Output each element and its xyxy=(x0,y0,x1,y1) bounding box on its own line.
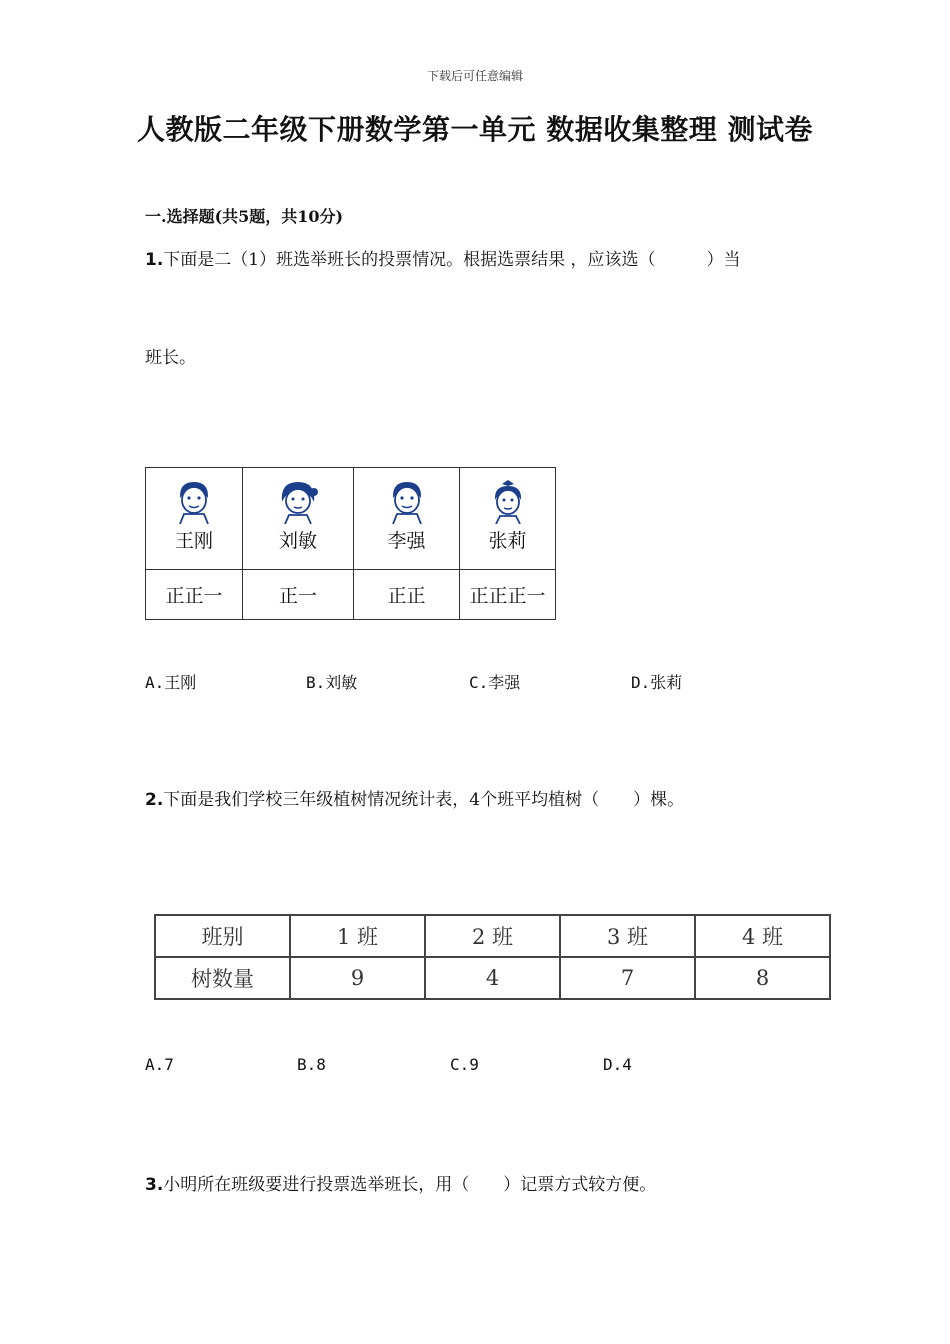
question-3-text: 小明所在班级要进行投票选举班长，用（ ）记票方式较方便。 xyxy=(163,1175,657,1195)
table-header-cell: 2 班 xyxy=(425,915,560,957)
document-title: 人教版二年级下册数学第一单元 数据收集整理 测试卷 xyxy=(137,113,813,146)
question-2 xyxy=(145,789,684,811)
table-header-cell: 3 班 xyxy=(560,915,695,957)
candidate-name: 刘敏 xyxy=(278,530,317,552)
question-3 xyxy=(145,1174,656,1196)
q1-choice-d[interactable]: D.张莉 xyxy=(631,673,683,692)
vote-table xyxy=(145,467,556,620)
question-1-line-1 xyxy=(145,249,741,271)
q2-choice-d[interactable]: D.4 xyxy=(603,1055,632,1074)
q1-choice-c[interactable]: C.李强 xyxy=(469,673,521,692)
vote-table-tally-row xyxy=(146,570,556,620)
q2-choice-b[interactable]: B.8 xyxy=(297,1055,326,1074)
table-cell: 7 xyxy=(560,957,695,999)
tally-cell: 正正正一 xyxy=(460,570,556,620)
girl-avatar-icon xyxy=(276,478,320,524)
table-header-cell: 班别 xyxy=(155,915,290,957)
candidate-cell-1 xyxy=(146,468,243,570)
question-1-text: 下面是二（1）班选举班长的投票情况。根据选票结果 ，应该选（ ）当 xyxy=(163,250,741,270)
q1-choice-b[interactable]: B.刘敏 xyxy=(306,673,358,692)
candidate-cell-2 xyxy=(243,468,354,570)
table-cell: 4 xyxy=(425,957,560,999)
candidate-name: 张莉 xyxy=(488,530,527,552)
question-3-number: 3. xyxy=(145,1175,164,1195)
girl-avatar-icon xyxy=(486,478,530,524)
q1-choice-a[interactable]: A.王刚 xyxy=(145,673,197,692)
table-cell: 树数量 xyxy=(155,957,290,999)
table-header-cell: 4 班 xyxy=(695,915,830,957)
tree-table-header-row xyxy=(155,915,830,957)
question-1-number: 1. xyxy=(145,250,164,270)
tally-cell: 正正 xyxy=(354,570,460,620)
candidate-name: 李强 xyxy=(387,530,426,552)
header-note: 下载后可任意编辑 xyxy=(426,69,523,83)
section-heading: 一.选择题(共5题，共10分) xyxy=(145,207,344,226)
candidate-cell-3 xyxy=(354,468,460,570)
candidate-cell-4 xyxy=(460,468,556,570)
q2-choice-a[interactable]: A.7 xyxy=(145,1055,174,1074)
question-1-line-2: 班长。 xyxy=(145,348,196,368)
q2-choice-c[interactable]: C.9 xyxy=(450,1055,479,1074)
tally-cell: 正正一 xyxy=(146,570,243,620)
question-2-number: 2. xyxy=(145,790,164,810)
boy-avatar-icon xyxy=(385,478,429,524)
question-2-text: 下面是我们学校三年级植树情况统计表，4个班平均植树（ ）棵。 xyxy=(163,790,685,810)
tree-count-table xyxy=(154,914,831,1000)
boy-avatar-icon xyxy=(172,478,216,524)
vote-table-candidate-row xyxy=(146,468,556,570)
tree-table-data-row xyxy=(155,957,830,999)
candidate-name: 王刚 xyxy=(174,530,213,552)
table-cell: 8 xyxy=(695,957,830,999)
table-header-cell: 1 班 xyxy=(290,915,425,957)
tally-cell: 正一 xyxy=(243,570,354,620)
table-cell: 9 xyxy=(290,957,425,999)
